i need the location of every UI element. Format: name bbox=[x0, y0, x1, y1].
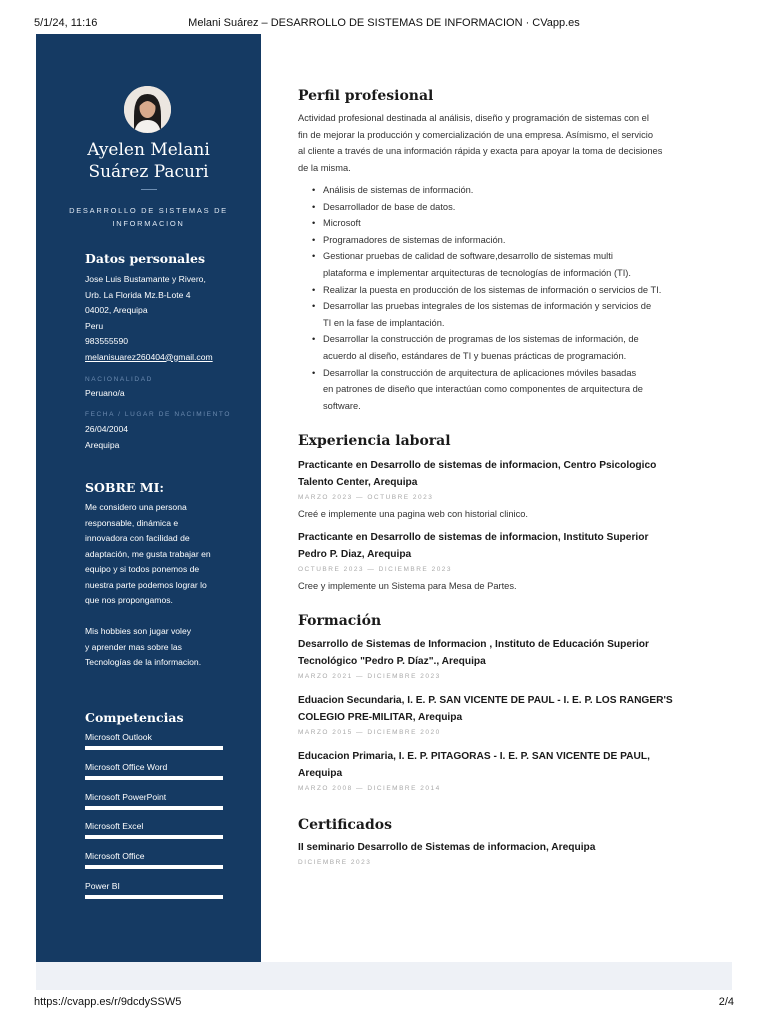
bullet-line: • Desarrollador de base de datos. bbox=[323, 201, 456, 212]
education-entry-title bbox=[298, 693, 690, 726]
candidate-name-line1: Ayelen Melani bbox=[87, 140, 210, 160]
experience-entry-title bbox=[298, 530, 690, 563]
bullet-line: • Análisis de sistemas de información. bbox=[323, 185, 474, 195]
skills-heading: Competencias bbox=[85, 710, 184, 725]
education-heading: Formación bbox=[298, 613, 382, 629]
education-entry-title bbox=[298, 749, 690, 782]
summary-bullet-item bbox=[312, 331, 692, 364]
bullet-line: • Microsoft bbox=[323, 218, 361, 229]
entry-title-line1: Practicante en Desarrollo de sistemas de informacion, Centro Psicologico bbox=[298, 460, 657, 471]
bullet-line: • Realizar la puesta en producción de los sistemas de información o servicios de TI. bbox=[323, 284, 662, 295]
summary-bullet-item bbox=[312, 365, 692, 415]
summary-bullet-item bbox=[312, 182, 692, 199]
avatar bbox=[124, 86, 171, 133]
about-line: Me considero una persona bbox=[85, 502, 187, 512]
entry-title-line1: Educacion Primaria, I. E. P. PITAGORAS - I. E. P. SAN VICENTE DE PAUL, bbox=[298, 751, 650, 762]
about-line: adaptación, me gusta trabajar en bbox=[85, 548, 211, 559]
resume-page bbox=[36, 34, 732, 990]
experience-entry-date: OCTUBRE 2023 — DICIEMBRE 2023 bbox=[298, 566, 453, 573]
candidate-name-line2: Suárez Pacuri bbox=[88, 162, 209, 182]
entry-title-line1: Eduacion Secundaria, I. E. P. SAN VICENTE DE PAUL - I. E. P. LOS RANGER'S bbox=[298, 695, 673, 706]
experience-heading: Experiencia laboral bbox=[298, 433, 451, 449]
summary-bullet-item bbox=[312, 232, 692, 249]
address-line3: 04002, Arequipa bbox=[85, 305, 148, 315]
bullet-line: software. bbox=[323, 400, 361, 411]
print-page-number: 2/4 bbox=[718, 996, 734, 1008]
name-divider bbox=[141, 189, 157, 190]
education-entry-date: MARZO 2015 — DICIEMBRE 2020 bbox=[298, 729, 441, 736]
skill-name: Microsoft Outlook bbox=[85, 732, 152, 742]
experience-entry-description: Cree y implemente un Sistema para Mesa de Partes. bbox=[298, 581, 517, 591]
nationality-value: Peruano/a bbox=[85, 388, 125, 398]
address-line2: Urb. La Florida Mz.B-Lote 4 bbox=[85, 289, 191, 300]
print-datetime: 5/1/24, 11:16 bbox=[34, 17, 98, 29]
summary-bullets bbox=[312, 182, 692, 414]
about-line: responsable, dinámica e bbox=[85, 517, 179, 528]
birth-label: FECHA / LUGAR DE NACIMIENTO bbox=[85, 411, 232, 418]
print-page-title: Melani Suárez – DESARROLLO DE SISTEMAS DE INFORMACION · CVapp.es bbox=[188, 17, 580, 29]
resume-sidebar bbox=[36, 34, 261, 962]
about-text bbox=[85, 500, 245, 671]
address-line1: Jose Luis Bustamante y Rivero, bbox=[85, 274, 206, 284]
summary-bullet-item bbox=[312, 298, 692, 331]
job-title bbox=[56, 204, 241, 230]
bullet-line: • Desarrollar las pruebas integrales de los sistemas de información y servicios de bbox=[323, 301, 652, 312]
bullet-line: acuerdo al diseño, estándares de TI y buenas prácticas de programación. bbox=[323, 350, 627, 361]
entry-title-line2: COLEGIO PRE-MILITAR, Arequipa bbox=[298, 711, 463, 723]
entry-title-line2: Arequipa bbox=[298, 767, 343, 779]
country: Peru bbox=[85, 320, 104, 331]
bullet-line: • Desarrollar la construcción de arquitectura de aplicaciones móviles basadas bbox=[323, 367, 637, 378]
summary-line: Actividad profesional destinada al análisis, diseño y programación de sistemas con el bbox=[298, 113, 649, 123]
about-line: equipo y si todos ponemos de bbox=[85, 564, 200, 574]
about-line: Tecnologías de la informacion. bbox=[85, 657, 202, 667]
birth-info bbox=[85, 422, 245, 453]
bullet-line: • Gestionar pruebas de calidad de software,desarrollo de sistemas multi bbox=[323, 251, 613, 262]
summary-heading: Perfil profesional bbox=[298, 88, 434, 104]
print-header bbox=[0, 0, 768, 34]
certificates-heading: Certificados bbox=[298, 817, 392, 833]
phone[interactable]: 983555590 bbox=[85, 336, 129, 346]
skill-level-bar bbox=[85, 865, 223, 869]
skill-name: Microsoft Excel bbox=[85, 821, 144, 832]
bullet-line: • Programadores de sistemas de información. bbox=[323, 234, 506, 245]
skill-level-bar bbox=[85, 746, 223, 750]
email-link[interactable]: melanisuarez260404@gmail.com bbox=[85, 351, 213, 362]
experience-entry-date: MARZO 2023 — OCTUBRE 2023 bbox=[298, 494, 434, 501]
certificate-date: DICIEMBRE 2023 bbox=[298, 859, 372, 866]
skill-name: Microsoft Office Word bbox=[85, 761, 168, 772]
print-url: https://cvapp.es/r/9dcdySSW5 bbox=[34, 996, 182, 1008]
about-line: Mis hobbies son jugar voley bbox=[85, 626, 192, 636]
nationality-label: NACIONALIDAD bbox=[85, 376, 153, 383]
summary-line: al cliente a través de una información rápida y exacta para apoyar la toma de decisiones bbox=[298, 146, 663, 157]
skill-name: Power BI bbox=[85, 881, 120, 891]
personal-contact bbox=[85, 272, 245, 365]
summary-line: de la misma. bbox=[298, 162, 351, 173]
job-title-line1: DESARROLLO DE SISTEMAS DE bbox=[69, 206, 228, 215]
education-entry-date: MARZO 2008 — DICIEMBRE 2014 bbox=[298, 785, 441, 792]
experience-entry-description: Creé e implemente una pagina web con historial clinico. bbox=[298, 509, 528, 519]
about-line: y aprender mas sobre las bbox=[85, 641, 182, 652]
summary-bullet-item bbox=[312, 215, 692, 232]
birth-date: 26/04/2004 bbox=[85, 424, 129, 434]
skill-level-bar bbox=[85, 835, 223, 839]
about-heading: SOBRE MI: bbox=[85, 480, 165, 495]
about-line: que nos propongamos. bbox=[85, 595, 173, 605]
page-bottom-strip bbox=[36, 962, 732, 990]
about-line: innovadora con facilidad de bbox=[85, 533, 190, 543]
birth-place: Arequipa bbox=[85, 439, 120, 450]
summary-bullet-item bbox=[312, 248, 692, 281]
skill-name: Microsoft Office bbox=[85, 851, 145, 862]
certificate-title: II seminario Desarrollo de Sistemas de informacion, Arequipa bbox=[298, 842, 596, 853]
entry-title-line2: Tecnológico "Pedro P. Díaz"., Arequipa bbox=[298, 655, 486, 667]
profile-photo bbox=[124, 86, 171, 133]
about-line: nuestra parte podemos lograr lo bbox=[85, 579, 207, 590]
summary-line: fin de mejorar la producción y comercialización de una empresa. Asímismo, el servicio bbox=[298, 129, 653, 140]
personal-data-heading: Datos personales bbox=[85, 251, 206, 266]
education-entry-title bbox=[298, 637, 690, 670]
entry-title-line2: Pedro P. Diaz, Arequipa bbox=[298, 548, 412, 560]
entry-title-line1: Desarrollo de Sistemas de Informacion , Instituto de Educación Superior bbox=[298, 639, 649, 650]
entry-title-line1: Practicante en Desarrollo de sistemas de informacion, Instituto Superior bbox=[298, 532, 649, 543]
experience-entry-title bbox=[298, 458, 690, 491]
skill-level-bar bbox=[85, 776, 223, 780]
summary-bullet-item bbox=[312, 282, 692, 299]
bullet-line: • Desarrollar la construcción de programas de los sistemas de información, de bbox=[323, 334, 639, 345]
education-entry-date: MARZO 2021 — DICIEMBRE 2023 bbox=[298, 673, 441, 680]
job-title-line2: INFORMACION bbox=[112, 219, 185, 228]
summary-bullet-item bbox=[312, 199, 692, 216]
entry-title-line2: Talento Center, Arequipa bbox=[298, 476, 418, 488]
bullet-line: en patrones de diseño que interactúan como componentes de arquitectura de bbox=[323, 384, 643, 395]
skill-level-bar bbox=[85, 895, 223, 899]
skill-name: Microsoft PowerPoint bbox=[85, 791, 167, 802]
skill-level-bar bbox=[85, 806, 223, 810]
summary-text bbox=[298, 110, 690, 176]
bullet-line: TI en la fase de implantación. bbox=[323, 317, 445, 328]
about-line bbox=[85, 609, 245, 625]
bullet-line: plataforma e implementar arquitecturas de tecnologías de información (TI). bbox=[323, 267, 631, 278]
candidate-name bbox=[36, 139, 261, 183]
